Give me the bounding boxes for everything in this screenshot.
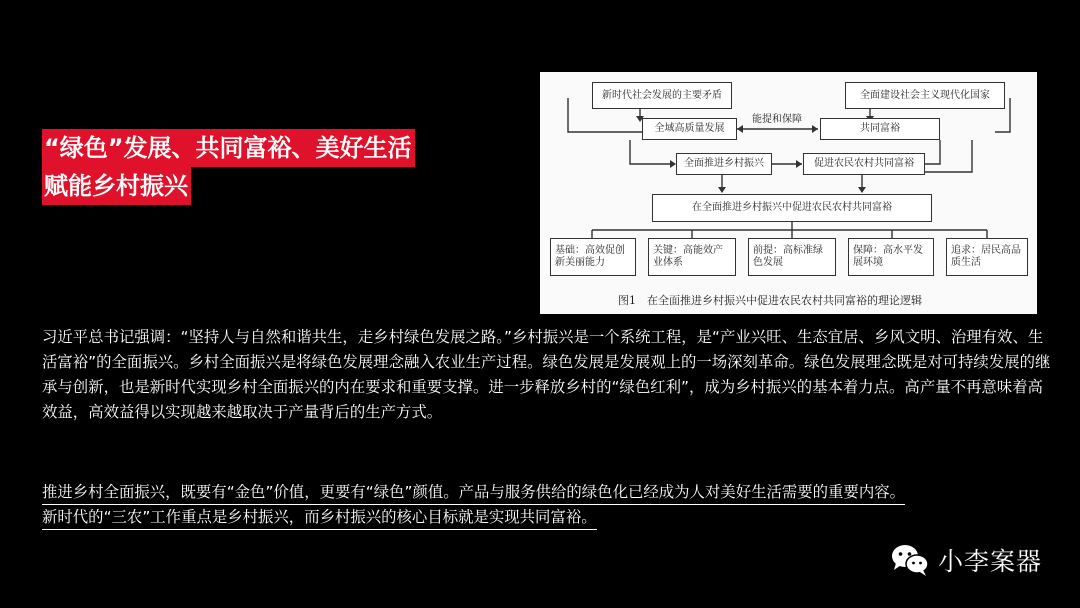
title-block: [42, 129, 415, 205]
box-bottom-guarantee: 保障：高水平发展环境: [848, 238, 934, 276]
body-paragraph-1: 习近平总书记强调：“坚持人与自然和谐共生，走乡村绿色发展之路。”乡村振兴是一个系统工程，是“产业兴旺、生态宜居、乡风文明、治理有效、生活富裕”的全面振兴。乡村全面振兴是将绿色发展理念融入农业生产过程。绿色发展是发展观上的一场深刻革命。绿色发展理念既是对可持续发展的继承与创新，也是新时代实现乡村全面振兴的内在要求和重要支撑。进一步释放乡村的“绿色红利”，成为乡村振兴的基本着力点。高产量不再意味着高效益，高效益得以实现越来越取决于产量背后的生产方式。: [42, 328, 1051, 421]
body-paragraph-2: [42, 480, 1057, 530]
box-bottom-premise: 前提：高标准绿色发展: [748, 238, 836, 276]
box-center-goal: 在全面推进乡村振兴中促进农民农村共同富裕: [652, 194, 932, 222]
underlined-line-1: 推进乡村全面振兴，既要有“金色”价值，更要有“绿色”颜值。产品与服务供给的绿色化已经成为人对美好生活需要的重要内容。: [42, 481, 905, 505]
title-line-2: 赋能乡村振兴: [42, 167, 191, 205]
box-bottom-key: 关键：高能效产业体系: [648, 238, 736, 276]
box-high-quality: 全域高质量发展: [642, 118, 737, 140]
box-bottom-pursuit: 追求：居民高品质生活: [946, 238, 1028, 276]
box-common-prosperity: 共同富裕: [820, 118, 940, 140]
box-bottom-foundation: 基础：高效促创新美丽能力: [550, 238, 636, 276]
logic-diagram-figure: [540, 72, 1037, 314]
box-rural-revitalization: 全面推进乡村振兴: [676, 153, 772, 175]
brand-name: 小李案器: [938, 547, 1043, 576]
box-modern-country: 全面建设社会主义现代化国家: [845, 82, 1005, 109]
box-main-contradiction: 新时代社会发展的主要矛盾: [592, 82, 732, 109]
label-support: 能提和保障: [752, 114, 802, 125]
figure-caption: 图1 在全面推进乡村振兴中促进农民农村共同富裕的理论逻辑: [618, 294, 922, 307]
brand-watermark: [890, 540, 1042, 580]
underlined-line-2: 新时代的“三农”工作重点是乡村振兴，而乡村振兴的核心目标就是实现共同富裕。: [42, 506, 597, 530]
title-line-1: “绿色”发展、共同富裕、美好生活: [42, 129, 415, 167]
box-farmers-prosperity: 促进农民农村共同富裕: [803, 153, 925, 175]
wechat-icon: [890, 543, 930, 577]
